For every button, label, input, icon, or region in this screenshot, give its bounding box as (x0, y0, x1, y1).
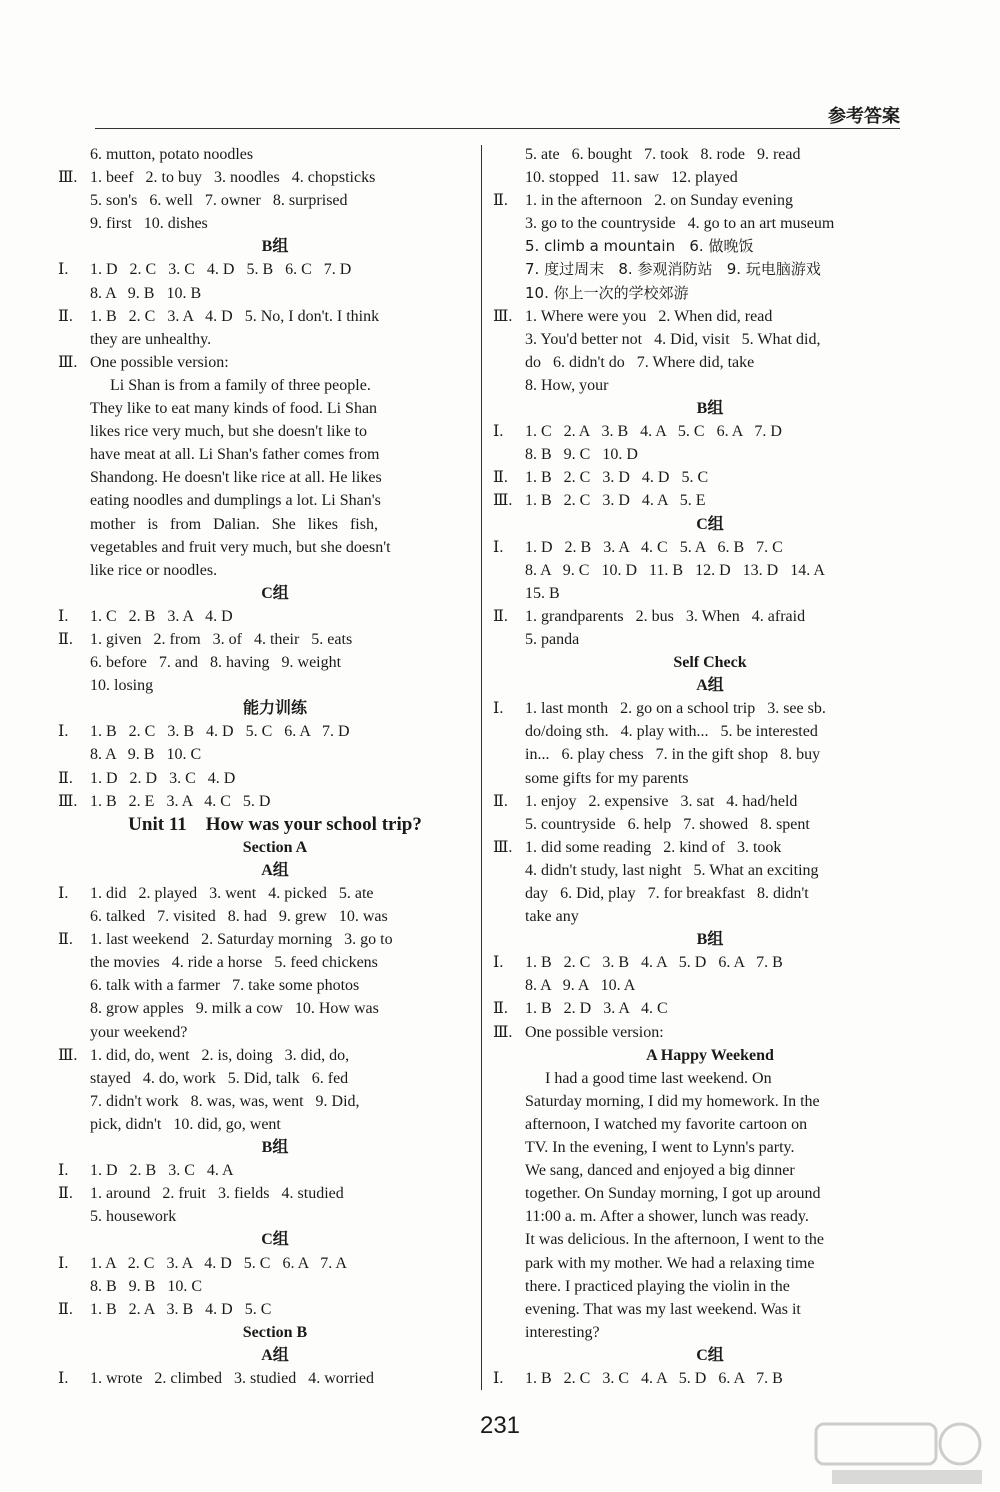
answer-line (525, 1113, 895, 1136)
question-group-marker: Ⅱ. (493, 469, 508, 487)
answer-line (525, 143, 895, 166)
question-group-marker: Ⅰ. (493, 538, 504, 556)
answer-text: have meat at all. Li Shan's father comes from (90, 446, 380, 464)
answer-line (493, 605, 895, 628)
question-group-marker: Ⅰ. (58, 261, 69, 279)
answer-text: some gifts for my parents (525, 769, 689, 787)
answer-text: 5. ate 6. bought 7. took 8. rode 9. read (525, 146, 801, 163)
answer-line (525, 1136, 895, 1159)
answer-line (525, 235, 895, 258)
answer-text: Self Check (673, 654, 747, 672)
answer-text: 3. You'd better not 4. Did, visit 5. What did, (525, 330, 821, 348)
section-heading (525, 928, 895, 951)
answer-line (493, 489, 895, 512)
question-group-marker: Ⅲ. (493, 838, 513, 856)
answer-text: 8. A 9. A 10. A (525, 977, 636, 995)
answer-text: TV. In the evening, I went to Lynn's party. (525, 1139, 795, 1157)
answer-text: 1. did, do, went 2. is, doing 3. did, do, (90, 1046, 350, 1064)
answer-text: interesting? (525, 1323, 600, 1341)
answer-line (58, 1252, 460, 1275)
question-group-marker: Ⅰ. (493, 700, 504, 718)
answer-line (58, 305, 460, 328)
answer-text: 6. mutton, potato noodles (90, 146, 254, 163)
answer-line (90, 489, 460, 512)
answer-text: 1. last month 2. go on a school trip 3. see sb. (525, 700, 826, 718)
question-group-marker: Ⅲ. (58, 1046, 78, 1064)
section-heading (525, 1344, 895, 1367)
left-column (58, 143, 460, 1390)
answer-text: Shandong. He doesn't like rice at all. He likes (90, 469, 382, 487)
section-heading (90, 582, 460, 605)
answer-line (525, 859, 895, 882)
answer-line (58, 882, 460, 905)
question-group-marker: Ⅱ. (58, 307, 73, 325)
answer-line (90, 559, 460, 582)
answer-text: 1. C 2. B 3. A 4. D (90, 607, 233, 625)
answer-text: A组 (261, 861, 289, 879)
answer-text: 8. A 9. B 10. C (90, 746, 202, 764)
question-group-marker: Ⅱ. (493, 192, 508, 210)
answer-text: B组 (696, 400, 724, 418)
answer-text: 8. A 9. B 10. B (90, 284, 202, 302)
answer-text: 1. A 2. C 3. A 4. D 5. C 6. A 7. A (90, 1254, 347, 1272)
answer-line (90, 1067, 460, 1090)
question-group-marker: Ⅲ. (493, 307, 513, 325)
answer-text: 8. grow apples 9. milk a cow 10. How was (90, 1000, 379, 1018)
answer-line (525, 212, 895, 235)
answer-text: 8. B 9. B 10. C (90, 1277, 203, 1295)
answer-text: take any (525, 908, 579, 926)
answer-text: 1. B 2. C 3. D 4. D 5. C (525, 469, 709, 487)
answer-text: 5. son's 6. well 7. owner 8. surprised (90, 192, 348, 210)
answer-line (525, 1159, 895, 1182)
section-heading (525, 674, 895, 697)
answer-text: 1. enjoy 2. expensive 3. sat 4. had/held (525, 792, 798, 810)
question-group-marker: Ⅱ. (58, 1300, 73, 1318)
answer-text: 1. grandparents 2. bus 3. When 4. afraid (525, 607, 806, 625)
question-group-marker: Ⅰ. (58, 1254, 69, 1272)
answer-line (90, 1113, 460, 1136)
answer-line (90, 743, 460, 766)
answer-line (525, 1275, 895, 1298)
answer-text: 1. D 2. C 3. C 4. D 5. B 6. C 7. D (90, 261, 352, 279)
section-heading (90, 836, 460, 859)
answer-text: 1. C 2. A 3. B 4. A 5. C 6. A 7. D (525, 423, 782, 441)
answer-text: 1. D 2. B 3. C 4. A (90, 1162, 234, 1180)
question-group-marker: Ⅰ. (58, 1369, 69, 1387)
answer-text: It was delicious. In the afternoon, I went to the (525, 1231, 825, 1249)
answer-text: 5. climb a mountain 6. 做晚饭 (525, 237, 754, 256)
section-heading (90, 1321, 460, 1344)
answer-line (90, 974, 460, 997)
answer-text: 8. A 9. C 10. D 11. B 12. D 13. D 14. A (525, 561, 825, 579)
header-rule (95, 128, 900, 129)
answer-line (90, 189, 460, 212)
column-divider (481, 145, 482, 1390)
answer-line (90, 443, 460, 466)
answer-line (493, 536, 895, 559)
answer-line (90, 212, 460, 235)
section-heading (90, 813, 460, 836)
answer-line (58, 605, 460, 628)
answer-text: 9. first 10. dishes (90, 215, 208, 233)
answer-text: B组 (261, 238, 289, 256)
answer-text: likes rice very much, but she doesn't like to (90, 423, 368, 441)
answer-line (90, 328, 460, 351)
answer-line (58, 628, 460, 651)
answer-line (525, 1321, 895, 1344)
answer-text: 3. go to the countryside 4. go to an art museum (525, 215, 835, 233)
answer-line (58, 1367, 460, 1390)
answer-text: they are unhealthy. (90, 330, 212, 348)
question-group-marker: Ⅲ. (58, 353, 78, 371)
answer-text: 10. stopped 11. saw 12. played (525, 169, 738, 187)
question-group-marker: Ⅱ. (58, 630, 73, 648)
question-group-marker: Ⅱ. (58, 769, 73, 787)
question-group-marker: Ⅲ. (58, 792, 78, 810)
answer-text: We sang, danced and enjoyed a big dinner (525, 1162, 795, 1180)
answer-text: 5. countryside 6. help 7. showed 8. spent (525, 815, 810, 833)
answer-text: vegetables and fruit very much, but she doesn't (90, 538, 391, 556)
answer-text: Saturday morning, I did my homework. In the (525, 1092, 820, 1110)
answer-text: 10. 你上一次的学校郊游 (525, 283, 689, 302)
answer-line (493, 466, 895, 489)
answer-text: C组 (261, 584, 289, 602)
section-heading (525, 513, 895, 536)
answer-line (58, 351, 460, 374)
answer-text: 能力训练 (242, 700, 307, 718)
answer-line (525, 813, 895, 836)
answer-text: 1. given 2. from 3. of 4. their 5. eats (90, 630, 353, 648)
answer-text: 5. housework (90, 1208, 177, 1226)
section-heading (525, 1044, 895, 1067)
answer-line (525, 974, 895, 997)
question-group-marker: Ⅰ. (58, 1162, 69, 1180)
watermark-logo-icon (812, 1418, 992, 1490)
answer-text: One possible version: (525, 1023, 664, 1041)
answer-line (90, 397, 460, 420)
question-group-marker: Ⅰ. (58, 723, 69, 741)
answer-line (58, 767, 460, 790)
answer-line (493, 697, 895, 720)
answer-text: do 6. didn't do 7. Where did, take (525, 353, 755, 371)
answer-text: eating noodles and dumplings a lot. Li Shan's (90, 492, 381, 510)
answer-text: 1. wrote 2. climbed 3. studied 4. worried (90, 1369, 374, 1387)
answer-line (90, 1275, 460, 1298)
question-group-marker: Ⅱ. (493, 607, 508, 625)
answer-text: I had a good time last weekend. On (525, 1069, 772, 1087)
answer-line (90, 282, 460, 305)
question-group-marker: Ⅰ. (493, 423, 504, 441)
right-column (493, 143, 895, 1390)
answer-text: afternoon, I watched my favorite cartoon on (525, 1115, 808, 1133)
answer-line (58, 258, 460, 281)
answer-text: 1. B 2. C 3. C 4. A 5. D 6. A 7. B (525, 1369, 783, 1387)
section-heading (90, 1136, 460, 1159)
answer-text: 7. 度过周末 8. 参观消防站 9. 玩电脑游戏 (525, 260, 821, 279)
page-header-title: 参考答案 (828, 106, 900, 127)
answer-text: 1. around 2. fruit 3. fields 4. studied (90, 1185, 344, 1203)
answer-line (525, 351, 895, 374)
answer-line (493, 305, 895, 328)
answer-line (525, 1252, 895, 1275)
answer-text: 4. didn't study, last night 5. What an exciting (525, 861, 819, 879)
answer-text: pick, didn't 10. did, go, went (90, 1115, 281, 1133)
answer-text: the movies 4. ride a horse 5. feed chickens (90, 954, 378, 972)
question-group-marker: Ⅱ. (58, 931, 73, 949)
answer-text: B组 (696, 931, 724, 949)
answer-line (90, 1205, 460, 1228)
answer-text: 8. How, your (525, 376, 609, 394)
answer-line (525, 582, 895, 605)
answer-text: 1. B 2. C 3. B 4. D 5. C 6. A 7. D (90, 723, 350, 741)
section-heading (90, 697, 460, 720)
answer-line (525, 720, 895, 743)
answer-text: 1. in the afternoon 2. on Sunday evening (525, 192, 793, 210)
answer-text: 1. B 2. A 3. B 4. D 5. C (90, 1300, 272, 1318)
section-heading (525, 397, 895, 420)
question-group-marker: Ⅲ. (493, 1023, 513, 1041)
answer-text: 10. losing (90, 677, 154, 695)
answer-line (493, 836, 895, 859)
answer-text: 1. did some reading 2. kind of 3. took (525, 838, 782, 856)
answer-text: your weekend? (90, 1023, 188, 1041)
answer-line (90, 1090, 460, 1113)
answer-text: in... 6. play chess 7. in the gift shop 8. buy (525, 746, 821, 764)
answer-text: 1. B 2. C 3. D 4. A 5. E (525, 492, 706, 510)
answer-text: 1. beef 2. to buy 3. noodles 4. chopsticks (90, 169, 376, 187)
answer-text: 1. Where were you 2. When did, read (525, 307, 773, 325)
question-group-marker: Ⅰ. (493, 954, 504, 972)
question-group-marker: Ⅱ. (493, 1000, 508, 1018)
answer-line (493, 790, 895, 813)
answer-line (90, 513, 460, 536)
answer-text: Section A (242, 838, 308, 856)
answer-line (525, 628, 895, 651)
answer-text: A组 (261, 1346, 289, 1364)
answer-line (525, 1182, 895, 1205)
answer-line (90, 466, 460, 489)
answer-line (493, 420, 895, 443)
answer-text: stayed 4. do, work 5. Did, talk 6. fed (90, 1069, 349, 1087)
answer-text: A组 (696, 677, 724, 695)
answer-text: day 6. Did, play 7. for breakfast 8. didn't (525, 885, 809, 902)
answer-text: 6. talked 7. visited 8. had 9. grew 10. was (90, 908, 388, 926)
answer-line (90, 951, 460, 974)
answer-line (525, 767, 895, 790)
answer-line (90, 997, 460, 1020)
answer-line (525, 1228, 895, 1251)
answer-text: One possible version: (90, 353, 229, 371)
answer-line (493, 189, 895, 212)
answer-text: They like to eat many kinds of food. Li Shan (90, 400, 378, 418)
question-group-marker: Ⅱ. (493, 792, 508, 810)
answer-text: 5. panda (525, 630, 580, 648)
section-heading (90, 1344, 460, 1367)
answer-line (58, 1182, 460, 1205)
answer-line (525, 559, 895, 582)
answer-text: 1. did 2. played 3. went 4. picked 5. ate (90, 885, 374, 902)
answer-text: 1. B 2. E 3. A 4. C 5. D (90, 792, 271, 810)
question-group-marker: Ⅰ. (493, 1369, 504, 1387)
answer-text: Unit 11 How was your school trip? (128, 813, 422, 835)
answer-text: 1. D 2. D 3. C 4. D (90, 769, 236, 787)
answer-line (58, 1044, 460, 1067)
answer-line (525, 1090, 895, 1113)
answer-line (58, 790, 460, 813)
question-group-marker: Ⅰ. (58, 885, 69, 902)
answer-text: 1. last weekend 2. Saturday morning 3. go to (90, 931, 393, 949)
answer-text: park with my mother. We had a relaxing time (525, 1254, 815, 1272)
answer-text: C组 (696, 515, 724, 533)
answer-text: 1. B 2. C 3. B 4. A 5. D 6. A 7. B (525, 954, 783, 972)
answer-line (493, 951, 895, 974)
answer-line (525, 882, 895, 905)
answer-line (90, 143, 460, 166)
question-group-marker: Ⅲ. (493, 492, 513, 510)
answer-text: do/doing sth. 4. play with... 5. be interested (525, 723, 818, 741)
question-group-marker: Ⅲ. (58, 169, 78, 187)
answer-line (90, 651, 460, 674)
answer-line (90, 905, 460, 928)
answer-line (90, 536, 460, 559)
answer-line (90, 674, 460, 697)
answer-text: C组 (696, 1346, 724, 1364)
answer-line (525, 443, 895, 466)
answer-line (493, 1021, 895, 1044)
answer-line (525, 1205, 895, 1228)
answer-text: 1. D 2. B 3. A 4. C 5. A 6. B 7. C (525, 538, 783, 556)
answer-line (525, 1067, 895, 1090)
section-heading (90, 859, 460, 882)
answer-line (58, 1298, 460, 1321)
answer-line (58, 1159, 460, 1182)
section-heading (90, 1228, 460, 1251)
answer-text: A Happy Weekend (646, 1046, 774, 1064)
answer-text: evening. That was my last weekend. Was it (525, 1300, 801, 1318)
answer-text: 6. talk with a farmer 7. take some photos (90, 977, 360, 995)
answer-text: 1. B 2. C 3. A 4. D 5. No, I don't. I think (90, 307, 380, 325)
answer-line (58, 720, 460, 743)
answer-text: together. On Sunday morning, I got up around (525, 1185, 821, 1203)
answer-text: Li Shan is from a family of three people. (90, 376, 371, 394)
answer-text: 6. before 7. and 8. having 9. weight (90, 654, 342, 672)
answer-line (90, 1021, 460, 1044)
answer-text: 15. B (525, 584, 560, 602)
page-number: 231 (479, 1412, 521, 1439)
answer-line (493, 997, 895, 1020)
answer-line (525, 905, 895, 928)
answer-text: 7. didn't work 8. was, was, went 9. Did, (90, 1092, 360, 1110)
answer-text: Section B (242, 1323, 308, 1341)
answer-line (525, 328, 895, 351)
answer-line (58, 928, 460, 951)
answer-line (525, 282, 895, 305)
answer-line (525, 166, 895, 189)
answer-text: C组 (261, 1231, 289, 1249)
answer-line (58, 166, 460, 189)
section-heading (525, 651, 895, 674)
question-group-marker: Ⅰ. (58, 607, 69, 625)
answer-text: 1. B 2. D 3. A 4. C (525, 1000, 668, 1018)
answer-text: mother is from Dalian. She likes fish, (90, 515, 378, 533)
answer-text: there. I practiced playing the violin in the (525, 1277, 790, 1295)
answer-line (90, 420, 460, 443)
question-group-marker: Ⅱ. (58, 1185, 73, 1203)
answer-line (525, 743, 895, 766)
answer-text: 11:00 a. m. After a shower, lunch was ready. (525, 1208, 809, 1226)
section-heading (90, 235, 460, 258)
answer-text: like rice or noodles. (90, 561, 218, 579)
answer-line (525, 1298, 895, 1321)
answer-text: 8. B 9. C 10. D (525, 446, 638, 464)
answer-line (90, 374, 460, 397)
answer-text: B组 (261, 1139, 289, 1157)
answer-line (525, 374, 895, 397)
answer-line (493, 1367, 895, 1390)
answer-line (525, 258, 895, 281)
